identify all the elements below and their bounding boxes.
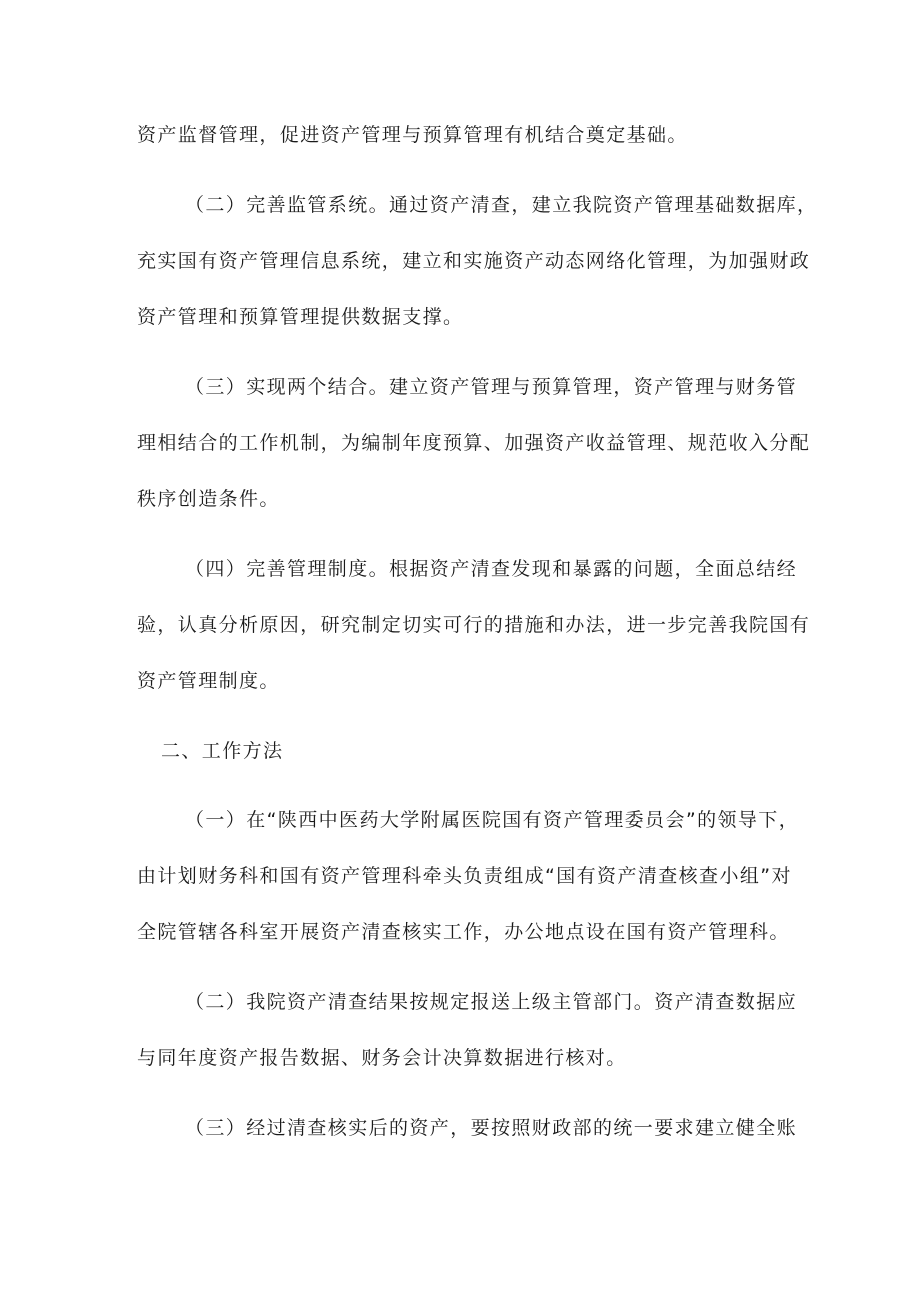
text-line: （三）经过清查核实后的资产，要按照财政部的统一要求建立健全账 bbox=[185, 1117, 798, 1139]
text-line: 资产管理制度。 bbox=[137, 670, 280, 692]
text-line: 验，认真分析原因，研究制定切实可行的措施和办法，进一步完善我院国有 bbox=[137, 614, 811, 636]
text-line: 理相结合的工作机制，为编制年度预算、加强资产收益管理、规范收入分配 bbox=[137, 432, 811, 454]
text-line: 与同年度资产报告数据、财务会计决算数据进行核对。 bbox=[137, 1047, 627, 1069]
text-line: （一）在“陕西中医药大学附属医院国有资产管理委员会”的领导下， bbox=[185, 809, 800, 831]
text-line: （二）完善监管系统。通过资产清查，建立我院资产管理基础数据库， bbox=[185, 194, 818, 216]
text-line: 秩序创造条件。 bbox=[137, 488, 280, 510]
text-line: （三）实现两个结合。建立资产管理与预算管理，资产管理与财务管 bbox=[185, 376, 798, 398]
section-heading: 二、工作方法 bbox=[161, 740, 284, 762]
text-line: 由计划财务科和国有资产管理科牵头负责组成“国有资产清查核查小组”对 bbox=[137, 865, 792, 887]
text-line: 资产管理和预算管理提供数据支撑。 bbox=[137, 306, 464, 328]
text-line: （四）完善管理制度。根据资产清查发现和暴露的问题，全面总结经 bbox=[185, 558, 798, 580]
text-line: 资产监督管理，促进资产管理与预算管理有机结合奠定基础。 bbox=[137, 124, 688, 146]
text-line: 全院管辖各科室开展资产清查核实工作，办公地点设在国有资产管理科。 bbox=[137, 921, 790, 943]
text-line: （二）我院资产清查结果按规定报送上级主管部门。资产清查数据应 bbox=[185, 991, 798, 1013]
text-line: 充实国有资产管理信息系统，建立和实施资产动态网络化管理，为加强财政 bbox=[137, 250, 811, 272]
